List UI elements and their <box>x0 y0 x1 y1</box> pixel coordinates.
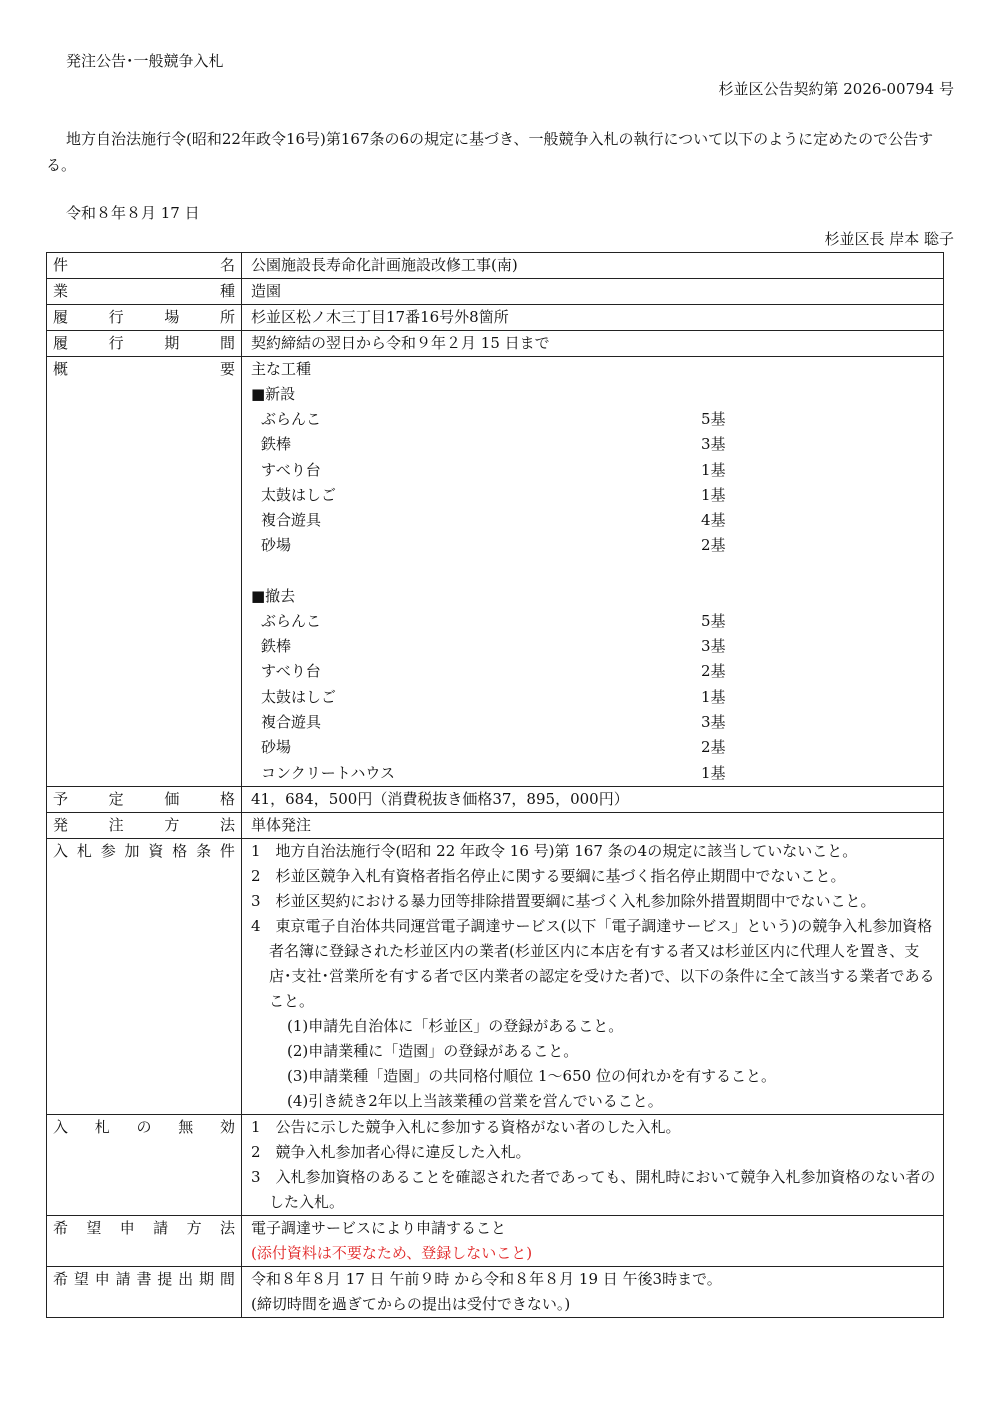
work-item-qty: 4基 <box>701 511 726 530</box>
label-char: 加 <box>124 841 140 860</box>
invalid-item: 1 公告に示した競争入札に参加する資格がない者のした入札。 <box>251 1117 681 1136</box>
label-apply-method <box>53 1216 235 1240</box>
qualification-sub-item: (3)申請業種「造園」の共同格付順位 1～650 位の何れかを有すること。 <box>287 1066 776 1085</box>
work-item-name: 砂場 <box>261 738 292 757</box>
label-char: 無 <box>178 1117 194 1136</box>
label-char: 定 <box>108 789 124 808</box>
label-char: 資 <box>148 841 164 860</box>
label-char: 請 <box>115 1269 131 1288</box>
project-name: 公園施設長寿命化計画施設改修工事(南) <box>251 256 518 274</box>
label-char: 間 <box>219 334 235 352</box>
qualification-item: 4 東京電子自治体共同運営電子調達サービス(以下「電子調達サービス」という)の競争入札参加資格者名簿に登録された杉並区内の業者(杉並区内に本店を有する者又は杉並区内に代理人を置き、支店･支社･営業所を有する者で区内業者の認定を受けた者)で、以下の条件に全て該当する業者であること。 <box>251 916 935 1010</box>
intro-paragraph: 地方自治法施行令(昭和22年政令16号)第167条の6の規定に基づき、一般競争入札の執行について以下のように定めたので公告する。 <box>46 130 934 174</box>
label-char: 望 <box>86 1218 102 1237</box>
label-cell <box>47 786 242 812</box>
row-overview <box>47 357 944 787</box>
work-item-qty: 1基 <box>701 485 726 504</box>
apply-period-note: (締切時間を過ぎてからの提出は受付できない。) <box>251 1294 571 1313</box>
work-item-qty: 5基 <box>701 410 726 428</box>
work-item <box>251 483 937 508</box>
label-char: 申 <box>94 1269 110 1288</box>
label-apply-period <box>53 1267 235 1291</box>
label-cell <box>47 812 242 838</box>
label-cell <box>47 305 242 331</box>
row-price <box>47 786 944 812</box>
work-item <box>251 432 937 457</box>
qualification-sub-item: (1)申請先自治体に「杉並区」の登録があること。 <box>287 1016 624 1035</box>
label-price <box>53 787 235 811</box>
label-char: の <box>136 1117 152 1136</box>
work-item <box>251 685 937 710</box>
label-overview <box>53 357 235 381</box>
work-item-qty: 3基 <box>701 435 726 454</box>
remove-section-title: ■撤去 <box>251 586 296 605</box>
order-method-value: 単体発注 <box>251 815 312 834</box>
work-item-qty: 1基 <box>701 687 726 706</box>
label-char: 出 <box>178 1269 194 1288</box>
work-item-name: 砂場 <box>261 536 292 555</box>
label-char: 書 <box>136 1269 152 1288</box>
work-item-name: 鉄棒 <box>261 435 292 454</box>
label-qualification <box>53 839 235 863</box>
qualification-list <box>251 839 937 1014</box>
label-char: 望 <box>73 1269 89 1288</box>
label-char: 価 <box>164 789 180 808</box>
label-industry <box>53 279 235 303</box>
work-item <box>251 458 937 483</box>
row-place <box>47 305 944 331</box>
label-char: 発 <box>53 815 69 834</box>
label-char: 参 <box>100 841 116 860</box>
label-char: 入 <box>53 1117 69 1136</box>
label-period <box>53 331 235 355</box>
work-item <box>251 634 937 659</box>
work-item <box>251 761 937 786</box>
label-char: 請 <box>153 1218 169 1237</box>
document-kind: 発注公告･一般競争入札 <box>66 52 224 70</box>
label-char: 法 <box>219 815 235 834</box>
label-char: 件 <box>219 841 235 860</box>
label-order-method <box>53 813 235 837</box>
label-char: 提 <box>157 1269 173 1288</box>
label-char: 場 <box>164 308 180 326</box>
label-char: 札 <box>76 841 92 860</box>
row-order-method <box>47 812 944 838</box>
label-char: 行 <box>108 334 124 352</box>
label-place <box>53 305 235 329</box>
row-invalid <box>47 1114 944 1215</box>
notice-date: 令和８年８月 17 日 <box>66 204 200 222</box>
label-char: 希 <box>53 1218 69 1237</box>
work-item <box>251 533 937 558</box>
label-char: 方 <box>186 1218 202 1237</box>
work-item-qty: 3基 <box>701 712 726 731</box>
label-invalid <box>53 1115 235 1139</box>
work-item-name: ぶらんこ <box>261 410 322 428</box>
label-char: 効 <box>219 1117 235 1136</box>
row-qualification <box>47 838 944 1114</box>
new-section-title: ■新設 <box>251 385 296 403</box>
label-cell <box>47 1266 242 1317</box>
label-cell <box>47 1114 242 1215</box>
notice-number: 杉並区公告契約第 2026-00794 号 <box>718 80 954 98</box>
label-cell <box>47 279 242 305</box>
label-cell <box>47 1215 242 1266</box>
work-item-name: すべり台 <box>261 662 321 681</box>
label-char: 所 <box>219 308 235 326</box>
label-char: 希 <box>53 1269 69 1288</box>
qualification-item: 1 地方自治法施行令(昭和 22 年政令 16 号)第 167 条の4の規定に該当していないこと。 <box>251 841 858 860</box>
label-char: 名 <box>219 256 235 274</box>
label-char: 条 <box>196 841 212 860</box>
work-item-name: 太鼓はしご <box>261 687 337 706</box>
label-char: 格 <box>219 789 235 808</box>
overview-intro: 主な工種 <box>251 360 312 378</box>
work-item-qty: 1基 <box>701 763 726 782</box>
label-char: 申 <box>119 1218 135 1237</box>
issuer-name: 杉並区長 岸本 聡子 <box>824 230 954 248</box>
label-char: 要 <box>219 360 235 378</box>
work-item-name: 鉄棒 <box>261 637 292 656</box>
row-period <box>47 331 944 357</box>
label-char: 行 <box>108 308 124 326</box>
value-cell <box>242 253 944 279</box>
label-char: 法 <box>219 1218 235 1237</box>
place-value: 杉並区松ノ木三丁目17番16号外8箇所 <box>251 308 509 326</box>
work-item-name: 複合遊具 <box>261 712 322 731</box>
value-cell <box>242 1266 944 1317</box>
label-cell <box>47 253 242 279</box>
value-cell <box>242 786 944 812</box>
label-char: 間 <box>219 1269 235 1288</box>
label-cell <box>47 331 242 357</box>
work-item-name: 太鼓はしご <box>261 485 337 504</box>
label-cell <box>47 357 242 787</box>
value-cell <box>242 279 944 305</box>
spacer <box>251 559 937 584</box>
row-industry <box>47 279 944 305</box>
value-cell <box>242 305 944 331</box>
work-item-name: すべり台 <box>261 460 321 479</box>
value-cell <box>242 1215 944 1266</box>
work-item-name: ぶらんこ <box>261 611 322 630</box>
qualification-sub-item: (4)引き続き2年以上当該業種の営業を営んでいること。 <box>287 1091 663 1110</box>
work-item <box>251 407 937 432</box>
label-char: 期 <box>199 1269 215 1288</box>
label-char: 期 <box>164 334 180 352</box>
qualification-item: 3 杉並区契約における暴力団等排除措置要綱に基づく入札参加除外措置期間中でないこと。 <box>251 891 876 910</box>
qualification-item: 2 杉並区競争入札有資格者指名停止に関する要綱に基づく指名停止期間中でないこと。 <box>251 866 846 885</box>
work-item-qty: 2基 <box>701 536 726 555</box>
work-item-qty: 2基 <box>701 662 726 681</box>
label-char: 件 <box>53 256 69 274</box>
notice-table <box>46 252 944 1318</box>
qualification-sub-item: (2)申請業種に「造園」の登録があること。 <box>287 1041 579 1060</box>
label-char: 入 <box>53 841 69 860</box>
value-cell <box>242 357 944 787</box>
invalid-item: 3 入札参加資格のあることを確認された者であっても、開札時において競争入札参加資格のない者のした入札。 <box>251 1167 936 1211</box>
label-char: 概 <box>53 360 69 378</box>
work-item <box>251 710 937 735</box>
label-char: 格 <box>172 841 188 860</box>
label-char: 注 <box>108 815 124 834</box>
row-apply-period <box>47 1266 944 1317</box>
work-item-name: コンクリートハウス <box>261 763 395 782</box>
label-char: 履 <box>53 334 69 352</box>
period-value: 契約締結の翌日から令和９年２月 15 日まで <box>251 334 550 352</box>
new-items-list <box>251 407 937 559</box>
label-char: 履 <box>53 308 69 326</box>
value-cell <box>242 1114 944 1215</box>
work-item <box>251 735 937 760</box>
work-item <box>251 508 937 533</box>
work-item-qty: 2基 <box>701 738 726 757</box>
label-char: 予 <box>53 789 69 808</box>
apply-period-value: 令和８年８月 17 日 午前９時 から令和８年８月 19 日 午後3時まで。 <box>251 1269 722 1288</box>
remove-items-list <box>251 609 937 786</box>
label-name <box>53 253 235 277</box>
work-item-qty: 5基 <box>701 611 726 630</box>
work-item <box>251 659 937 684</box>
invalid-list <box>251 1115 937 1215</box>
value-cell <box>242 331 944 357</box>
label-char: 業 <box>53 282 69 300</box>
row-name <box>47 253 944 279</box>
label-char: 方 <box>164 815 180 834</box>
apply-method-value: 電子調達サービスにより申請すること <box>251 1218 507 1237</box>
apply-method-note: (添付資料は不要なため、登録しないこと) <box>251 1243 533 1262</box>
work-item-qty: 3基 <box>701 637 726 656</box>
qualification-sub-list <box>251 1014 937 1114</box>
invalid-item: 2 競争入札参加者心得に違反した入札。 <box>251 1142 531 1161</box>
row-apply-method <box>47 1215 944 1266</box>
label-char: 種 <box>219 282 235 300</box>
label-char: 札 <box>94 1117 110 1136</box>
work-item-name: 複合遊具 <box>261 511 322 530</box>
industry-value: 造園 <box>251 282 282 300</box>
work-item <box>251 609 937 634</box>
value-cell <box>242 812 944 838</box>
price-value: 41，684，500円（消費税抜き価格37，895，000円） <box>251 789 629 808</box>
work-item-qty: 1基 <box>701 460 726 479</box>
value-cell <box>242 838 944 1114</box>
label-cell <box>47 838 242 1114</box>
